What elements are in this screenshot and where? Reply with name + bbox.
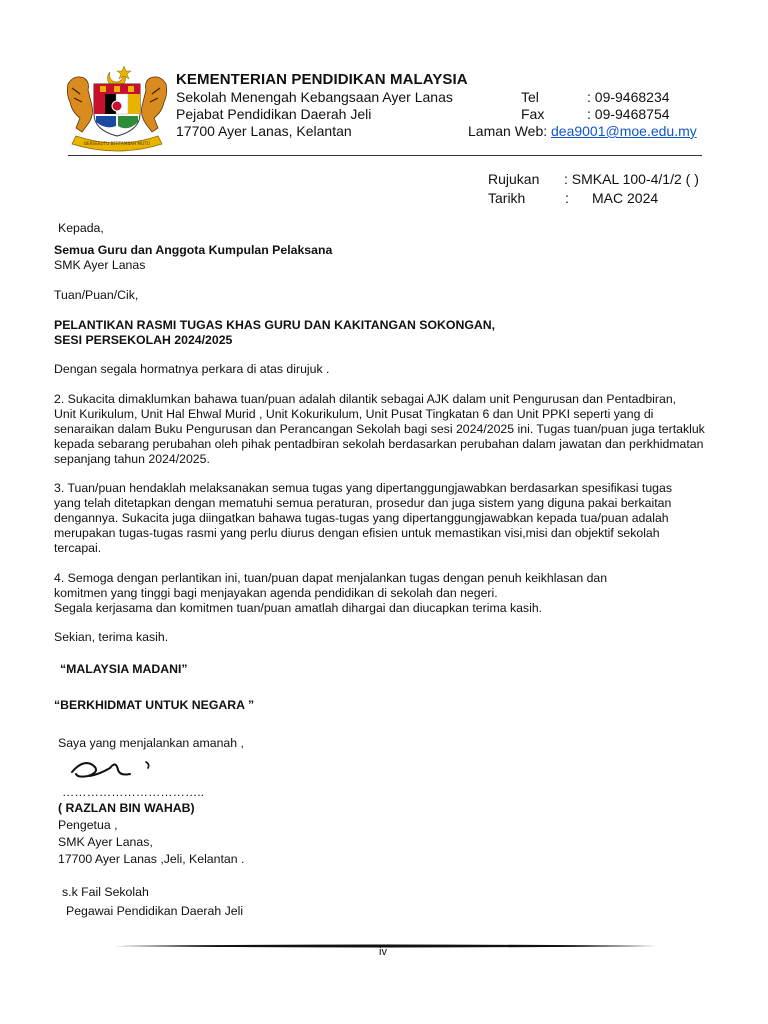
- coat-of-arms-logo: [62, 62, 172, 154]
- signature-dots: ……………………………..: [62, 785, 205, 799]
- paragraph-3-line: yang telah ditetapkan dengan mematuhi semua peraturan, prosedur dan juga sistem yang diguna pakai berkaitan: [54, 496, 672, 510]
- signatory-address: 17700 Ayer Lanas ,Jeli, Kelantan .: [58, 852, 245, 866]
- ref-value: : SMKAL 100-4/1/2 ( ): [564, 171, 699, 187]
- date-value: MAC 2024: [592, 190, 659, 206]
- closing-text: Sekian, terima kasih.: [54, 630, 169, 644]
- paragraph-3-line: tercapai.: [54, 541, 102, 555]
- subject-line-2: SESI PERSEKOLAH 2024/2025: [54, 333, 233, 347]
- signatory-title: Pengetua ,: [58, 818, 118, 832]
- paragraph-3-line: 3. Tuan/puan hendaklah melaksanakan semua tugas yang dipertanggungjawabkan berdasarkan spesifikasi tugas: [54, 481, 672, 495]
- subject-line-1: PELANTIKAN RASMI TUGAS KHAS GURU DAN KAKITANGAN SOKONGAN,: [54, 318, 496, 332]
- paragraph-4-line: komitmen yang tinggi bagi menjayakan agenda pendidikan di sekolah dan negeri.: [54, 586, 498, 600]
- crest-motto: BERSEKUTU BERTAMBAH MUTU: [84, 141, 150, 146]
- date-colon: :: [565, 190, 569, 206]
- paragraph-3-line: dengannya. Sukacita juga diingatkan bahawa tugas-tugas yang dipertanggungjawabkan kepada tua/puan adalah: [54, 511, 669, 525]
- paragraph-3-line: merupakan tugas-tugas rasmi yang perlu diurus dengan efisien untuk memastikan visi,misi dan objektif sekolah: [54, 526, 660, 540]
- cc-line-1: s.k Fail Sekolah: [62, 885, 149, 899]
- header-divider: [68, 155, 702, 156]
- school-address: 17700 Ayer Lanas, Kelantan: [176, 123, 352, 139]
- signatory-name: ( RAZLAN BIN WAHAB): [58, 801, 195, 815]
- web-email-link[interactable]: dea9001@moe.edu.my: [551, 123, 697, 139]
- paragraph-2-line: senaraikan dalam Buku Pengurusan dan Perancangan Sekolah bagi sesi 2024/2025 ini. Tugas tuan/puan juga tertakluk: [54, 422, 705, 436]
- date-label: Tarikh: [488, 190, 526, 206]
- paragraph-4-line: Segala kerjasama dan komitmen tuan/puan amatlah dihargai dan diucapkan terima kasih.: [54, 601, 543, 615]
- web-label: Laman Web:: [468, 123, 548, 139]
- paragraph-2-line: Unit Kurikulum, Unit Hal Ehwal Murid , Unit Kokurikulum, Unit Pusat Tingkatan 6 dan Unit PPKI seperti yang di: [54, 407, 654, 421]
- slogan-malaysia-madani: “MALAYSIA MADANI”: [60, 662, 188, 676]
- tel-value: : 09-9468234: [587, 89, 670, 105]
- footer-divider: [114, 935, 656, 939]
- paragraph-2-line: 2. Sukacita dimaklumkan bahawa tuan/puan adalah dilantik sebagai AJK dalam unit Pengurusan dan Pentadbiran,: [54, 392, 677, 406]
- ref-label: Rujukan: [488, 171, 540, 187]
- slogan-berkhidmat: “BERKHIDMAT UNTUK NEGARA ”: [54, 698, 255, 712]
- paragraph-4-line: 4. Semoga dengan perlantikan ini, tuan/puan dapat menjalankan tugas dengan penuh keikhlasan dan: [54, 571, 608, 585]
- ministry-name: KEMENTERIAN PENDIDIKAN MALAYSIA: [176, 71, 468, 88]
- trust-line: Saya yang menjalankan amanah ,: [58, 736, 244, 750]
- tel-label: Tel: [521, 89, 539, 105]
- recipient-school: SMK Ayer Lanas: [54, 258, 146, 272]
- handwritten-signature: [66, 754, 166, 786]
- paragraph-2-line: sepanjang tahun 2024/2025.: [54, 452, 210, 466]
- paragraph-2-line: kepada sebarang perubahan oleh pihak pentadbiran sekolah berdasarkan perubahan dalam jawatan dan perkhidmatan: [54, 437, 704, 451]
- to-label: Kepada,: [58, 221, 104, 235]
- fax-label: Fax: [521, 106, 545, 122]
- district-office: Pejabat Pendidikan Daerah Jeli: [176, 106, 372, 122]
- recipient-name: Semua Guru dan Anggota Kumpulan Pelaksana: [54, 243, 333, 257]
- page-number: iv: [379, 946, 387, 958]
- fax-value: : 09-9468754: [587, 106, 670, 122]
- school-name: Sekolah Menengah Kebangsaan Ayer Lanas: [176, 89, 453, 105]
- cc-line-2: Pegawai Pendidikan Daerah Jeli: [66, 904, 244, 918]
- salutation: Tuan/Puan/Cik,: [54, 288, 139, 302]
- intro-text: Dengan segala hormatnya perkara di atas dirujuk .: [54, 362, 330, 376]
- signatory-school: SMK Ayer Lanas,: [58, 835, 153, 849]
